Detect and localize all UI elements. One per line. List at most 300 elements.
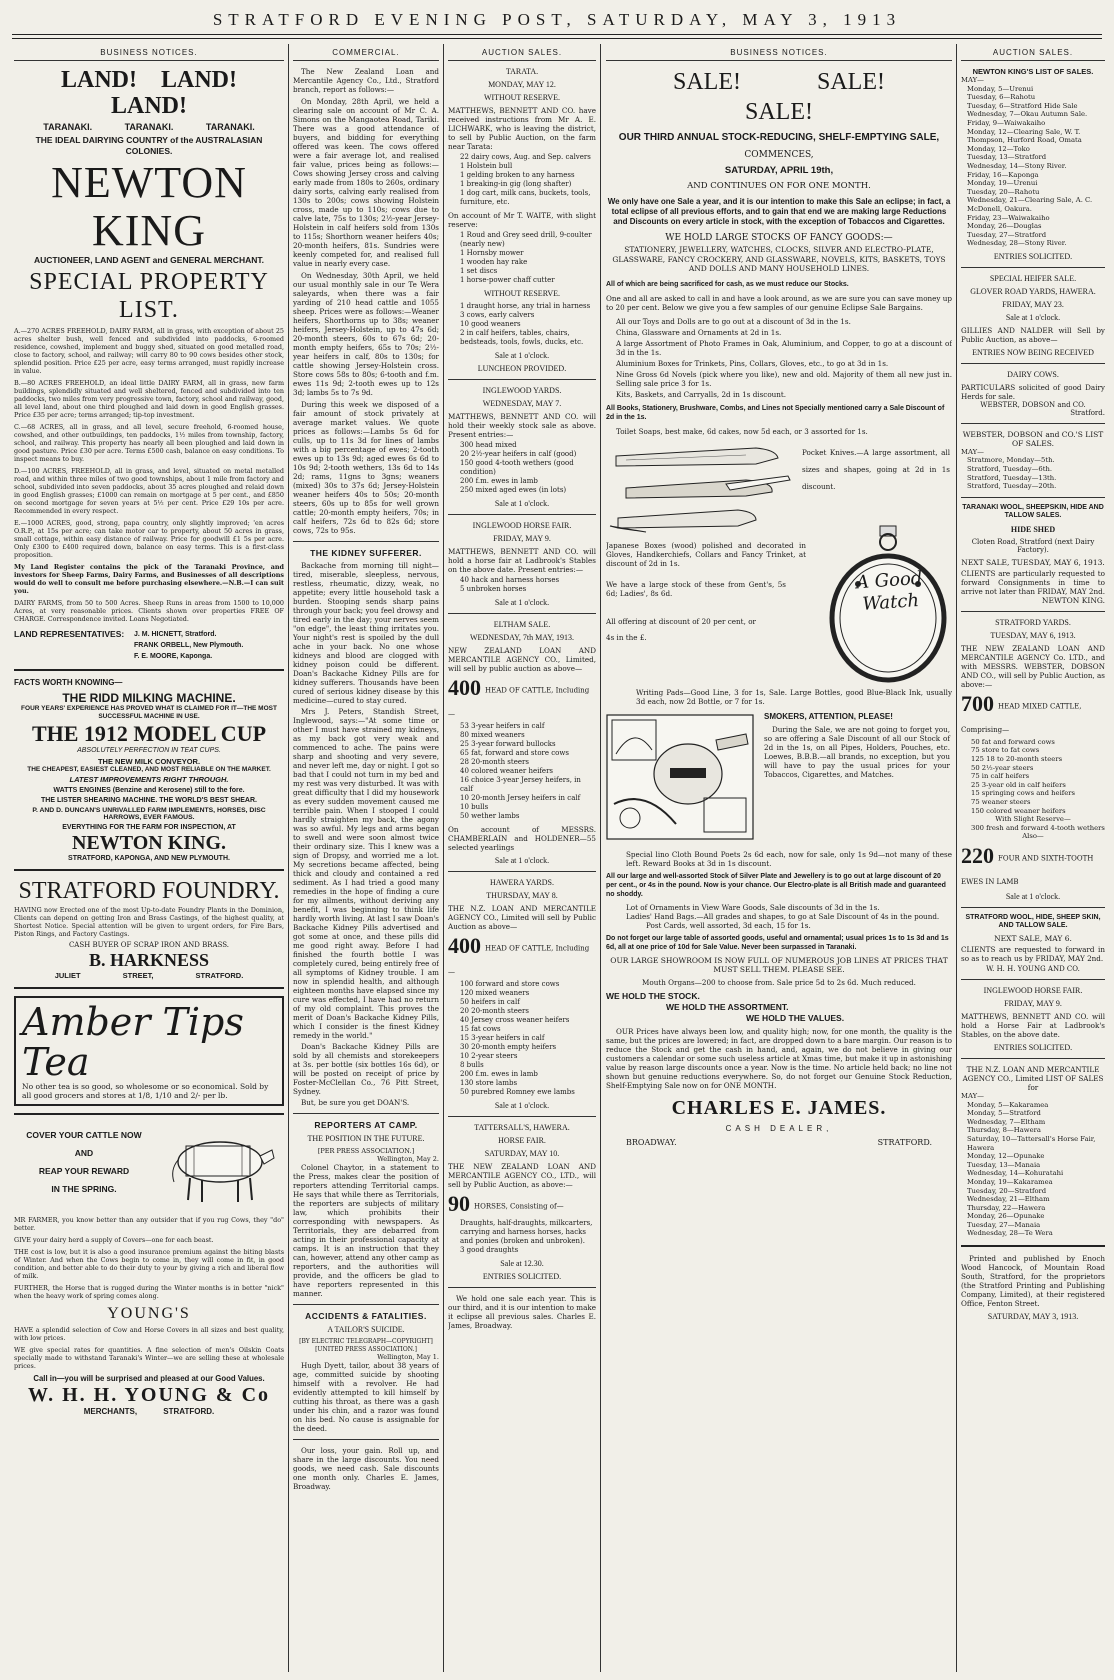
- hide-shed: HIDE SHED: [1010, 524, 1056, 534]
- cow-cover-illustration: [164, 1126, 276, 1206]
- list-item: 16 choice 3-year Jersey heifers, in calf: [460, 776, 581, 793]
- bargain-item: Nine Gross 6d Novels (pick where you like), new and old. Majority of them all new just in. Selling sale price 3 for 1s.: [616, 369, 952, 388]
- dairy-cows-signature: WEBSTER, DOBSON and CO.: [980, 400, 1086, 409]
- tarata-date: MONDAY, MAY 12.: [488, 80, 556, 89]
- kidney-paragraph: Mrs J. Peters, Standish Street, Inglewood, says:—"At some time or other I must have strained my kidneys, as my back got very weak and commenced to ache. The pains were sharp and shooting and very severe, and never left me, day or night. I got so bad that I could not turn in my bed and my rest was very disturbed. It was with great difficulty that I did my housework as every sudden movement caused me terrible pain. When I stooped I could hardly straighten my back, the agony was so awful. My legs and arms began to swell and were soon almost twice their ordinary size. This I knew was a sign of Dropsy, and worried me a lot. My secretions became affected, being thick and cloudy and contained a red sediment. As I had tried a good many remedies in the hope of finding a cure for my ailments, without deriving any benefit, I was beginning to think life hardly worth living. At last I saw Doan's Backache Kidney Pills advertised and got some at once, and these pills did me good right away. Before I had finished the fourth bottle I was completely cured, being entirely free of all symptoms of Kidney trouble. I am now in splendid health, and although eighteen months have elapsed since my cure was effected, I have had no return of my old complaint. This proves the merit of Doan's Backache Kidney Pills, which I consider is the finest Kidney remedy in the world.": [293, 707, 439, 1040]
- cover-heading-line: COVER YOUR CATTLE NOW: [26, 1130, 142, 1140]
- list-item: 10 bulls: [460, 803, 489, 811]
- column-james-sale-ad: [606, 48, 952, 1674]
- cattle-count-text: HEAD MIXED CATTLE, Comprising—: [961, 702, 1082, 734]
- tarata-list: [448, 153, 596, 207]
- bargain-item: China, Glassware and Ornaments at 2d in 1s.: [616, 327, 782, 337]
- dateline: Wellington, May 2.: [377, 1155, 439, 1163]
- horse-fair-heading: INGLEWOOD HORSE FAIR.: [472, 521, 572, 530]
- reporters-subheading: THE POSITION IN THE FUTURE.: [307, 1134, 425, 1143]
- column-header: BUSINESS NOTICES.: [606, 48, 952, 61]
- tattersalls-intro: THE NEW ZEALAND LOAN AND MERCANTILE AGENCY CO., LTD., will sell by Public Auction, as above:—: [448, 1162, 596, 1189]
- we-hold-line: WE HOLD THE STOCK.: [606, 990, 700, 1001]
- horse-count-text: HORSES, Consisting of—: [474, 1202, 564, 1211]
- kidney-paragraph: But, be sure you get DOAN'S.: [301, 1098, 410, 1107]
- wh-young-title: W. H. H. YOUNG & Co: [27, 1384, 271, 1406]
- property-item: A.—270 ACRES FREEHOLD, DAIRY FARM, all in grass, with exception of about 25 acres shelter bush, well fenced and subdivided into paddocks, 6-roomed residence, cowshed, implement and buggy shed, situated on good metalled road, close to factory, school, and railway; will carry 80 to 90 cows besides other stock, splendid position. Price £25 per acre, easy terms arranged, must rapidly increase in value.: [14, 327, 284, 375]
- newton-king-signature: NEWTON KING.: [1041, 595, 1105, 605]
- accidents-heading: ACCIDENTS & FATALITIES.: [305, 1311, 427, 1321]
- commercial-paragraph: The New Zealand Loan and Mercantile Agency Co., Ltd., Stratford branch, report as follows:—: [293, 67, 439, 94]
- column-separator: [443, 44, 444, 1672]
- ewes-count-text: FOUR AND SIXTH-TOOTH EWES IN LAMB: [961, 854, 1094, 886]
- sale-entry: Tuesday, 6—Rahotu: [967, 93, 1036, 102]
- list-item: 1 gelding broken to any harness: [460, 171, 575, 179]
- column-auction-sales: [448, 48, 596, 1674]
- list-item: 1 set discs: [460, 267, 498, 275]
- inglewood-yards-heading: INGLEWOOD YARDS.: [482, 386, 562, 395]
- sale-entry: Wednesday, 7—Okau Autumn Sale.: [967, 110, 1088, 119]
- taranaki-line: TARANAKI. TARANAKI. TARANAKI.: [43, 122, 255, 132]
- sale-entry: Monday, 5—Kakaramea: [967, 1100, 1049, 1109]
- sale-entry: Tuesday, 20—Stratford: [967, 1186, 1047, 1195]
- tattersalls-heading: TATTERSALL'S, HAWERA.: [474, 1123, 570, 1132]
- sale-entry: Thursday, 22—Hawera: [967, 1203, 1046, 1212]
- tailor-subheading: A TAILOR'S SUICIDE.: [327, 1325, 405, 1334]
- column-business-notices: [14, 48, 284, 1674]
- column-separator: [600, 44, 601, 1672]
- sale-entry: Wednesday, 14—Stony River.: [967, 161, 1067, 170]
- horse-fair-date: FRIDAY, MAY 9.: [493, 534, 551, 543]
- model-cup-heading: THE 1912 MODEL CUP: [31, 721, 267, 746]
- sale-entry: Stratford, Tuesday—13th.: [967, 473, 1057, 482]
- charles-james-name: CHARLES E. JAMES.: [671, 1096, 887, 1119]
- sale-entry: Monday, 12—Opunake: [967, 1152, 1045, 1161]
- property-item: E.—1000 ACRES, good, strong, papa country, only slightly improved; 'en acres O.R.P., at 15s per acre; can take motor car to property, about 50 acres in grass, small cottage, within easy distance of railway. Price for goodwill £1 5s per acre. Only £300 to £400 required down, balance on easy terms. This is a first-class proposition.: [14, 519, 284, 559]
- lino-books: Special lino Cloth Bound Poets 2s 6d each, now for sale, only 1s 9d—not many of these left. Reward Books at 3d in 1s discount.: [626, 849, 952, 868]
- horse-count: 90: [448, 1191, 470, 1216]
- dairy-cows-heading: DAIRY COWS.: [1007, 369, 1059, 379]
- column-separator: [288, 44, 289, 1672]
- sale-entry: Friday, 23—Waiwakaiho: [967, 213, 1050, 222]
- cover-cattle-block: [14, 1122, 284, 1214]
- list-item: 10 2-year steers: [460, 1052, 518, 1060]
- list-item: 100 forward and store cows: [460, 980, 560, 988]
- list-item: 30 20-month empty heifers: [460, 1043, 557, 1051]
- lister-line: THE LISTER SHEARING MACHINE. THE WORLD'S BEST SHEAR.: [41, 797, 257, 804]
- sale-entry: Wednesday, 7—Eltham: [967, 1117, 1046, 1126]
- stratford-yards-intro: THE NEW ZEALAND LOAN AND MERCANTILE AGENCY Co. LTD., and with MESSRS. WEBSTER, DOBSON AND CO., will sell by Public Auction, as above:—: [961, 643, 1105, 689]
- smokers-illustration: [606, 714, 754, 840]
- sale-entry: Monday, 12—Clearing Sale, W. T. Thompson, Hurford Road, Omata: [967, 127, 1082, 145]
- column-header: COMMERCIAL.: [293, 48, 439, 61]
- broadway: BROADWAY.: [626, 1137, 677, 1147]
- kidney-paragraph: Backache from morning till night—tired, miserable, sleepless, nervous, restless, rheumatic, dizzy, weak, no appetite; every little household task a burden. Stooping sends sharp pains through your back; you feel drowsy and tired early in the day; your nerves seem "on edge", the least thing irritates you. Your night's rest is spoiled by the dull ache in your back. No one whose kidneys and blood are clogged with kidney poison could be different. Doan's Backache Kidney Pills are for kidney sufferers. Thousands have been cured of serious kidney disease by this medicine—cured to stay cured.: [293, 561, 439, 705]
- list-item: 150 good 4-tooth wethers (good condition): [460, 459, 574, 476]
- bargain-item: A large Assortment of Photo Frames in Oak, Aluminium, and Copper, to go at a discount of 3d in the 1s.: [616, 338, 952, 357]
- list-item: 20 20-month steers: [460, 1007, 529, 1015]
- sale-entry: Monday, 26—Opunake: [967, 1212, 1045, 1221]
- property-item: B.—80 ACRES FREEHOLD, an ideal little DAIRY FARM, all in grass, new farm buildings, splendidly situated and well sheltered, fenced and subdivided into ten paddocks, two miles from very progressive town, factory, school and railway, good, all level land, about one third ploughed and laid down in good English grasses. Price £35 per acre; terms arranged; tip-top investment.: [14, 379, 284, 419]
- clients-notice: CLIENTS are particularly requested to forward Consignments in time to arrive not later than FRIDAY, MAY 2nd.: [961, 568, 1105, 596]
- list-item: 53 3-year heifers in calf: [460, 722, 545, 730]
- column-header: AUCTION SALES.: [961, 48, 1105, 61]
- sale-entry: Wednesday, 21—Clearing Sale, A. C. McDonell, Oakura.: [967, 196, 1093, 213]
- list-item: 28 20-month steers: [460, 758, 529, 766]
- watch-discount: All offering at discount of 20 per cent, or 4s in the £.: [606, 616, 756, 642]
- property-item: C.—68 ACRES, all in grass, and all level, secure freehold, 6-roomed house, cowshed, and other outbuildings, ten paddocks, 1½ miles from township, factory, school, and railway. This property has nearly all been ploughed and laid down in good pasture. Price £30 per acre. Terms £500 cash, balance on easy conditions. To inspect means to buy.: [14, 423, 284, 463]
- list-item: 75 store to fat cows: [971, 746, 1040, 755]
- land-representatives: [14, 629, 284, 662]
- eltham-heading: ELTHAM SALE.: [493, 620, 551, 629]
- list-item: 1 wooden hay rake: [460, 258, 528, 266]
- newton-king-towns: STRATFORD, KAPONGA, AND NEW PLYMOUTH.: [68, 855, 230, 862]
- showroom-line: OUR LARGE SHOWROOM IS NOW FULL OF NUMEROUS JOB LINES AT PRICES THAT MUST SELL THEM. PLEASE SEE.: [610, 955, 948, 974]
- bargain-item: Kits, Baskets, and Carryalls, 2d in 1s discount.: [616, 389, 787, 399]
- land-banner: LAND! LAND! LAND!: [61, 67, 237, 119]
- cash-dealer: CASH DEALER,: [725, 1123, 833, 1133]
- commercial-paragraph: On Wednesday, 30th April, we held our usual monthly sale in our Te Wera saleyards, when there was a fair yarding of 210 head cattle and 1055 sheep. Prices were as follows:—Weaner heifers, Shorthorns up to 38s; weaner heifers, Jersey-Holstein, up to 47s 6d; 20-month steers, 60s to 67s 6d; 20-month empty heifers, 65s to 70s; 2½-year heifers in calf, 80s to 130s; for cattle showing Jersey-Holstein cross. Store cows 58s to 80s; 6-tooth and f.m. ewes 11s 9d; 2-tooth ewes up to 12s 3d; lambs 5s to 7s 9d.: [293, 271, 439, 397]
- press-association: [PER PRESS ASSOCIATION.]: [317, 1147, 415, 1155]
- list-item: 25 3-year forward bullocks: [460, 740, 556, 748]
- nk-sales-heading: NEWTON KING'S LIST OF SALES.: [972, 67, 1094, 76]
- month-label: MAY—: [961, 76, 984, 84]
- gillies-text: GILLIES AND NALDER will Sell by Public Auction, as above—: [961, 325, 1105, 344]
- invite-text: One and all are asked to call in and have a look around, as we are sure you can save money up to 20 per cent. Below we give you a few samples of our genuine Eclipse Sale Bargains.: [606, 293, 952, 312]
- ridd-heading: THE RIDD MILKING MACHINE.: [62, 691, 236, 705]
- continues-line: AND CONTINUES ON FOR ONE MONTH.: [687, 181, 871, 191]
- tattersalls-date: SATURDAY, MAY 10.: [484, 1149, 560, 1158]
- eltham-intro: NEW ZEALAND LOAN AND MERCANTILE AGENCY CO., Limited, will sell by public auction as above—: [448, 646, 596, 673]
- commercial-paragraph: On Monday, 28th April, we held a clearing sale on account of Mr C. A. Simons on the Mangaotea Road, Tariki. There was a good attendance of buyers, and bidding for everything offered was keen. The cows offered were a fair average lot, and realised fair value, prices being as follows:—Cows showing Jersey cross and calving early made from 180s to 260s, ordinary dairy sorts, calving early realised from 130s to 200s; cows showing Holstein cross, made up to 110s; cows due to calve late, 75s to 130s; 2½-year Jersey-Holstein in calf heifers sold from 130s to 115s; Shorthorn weaner heifers 40s; 20-month heifers, 81s. Sundries were keenly competed for, and realised full value in nearly every case.: [293, 97, 439, 268]
- japanese-boxes: Japanese Boxes (wood) polished and decorated in Gloves, Handkerchiefs, Collars and Fancy Trinket, at discount of 2d in 1s.: [606, 540, 806, 568]
- sale-entry: Wednesday, 28—Stony River.: [967, 239, 1067, 248]
- list-item: 22 dairy cows, Aug. and Sep. calvers: [460, 153, 591, 161]
- sale-time: Sale at 1 o'clock.: [494, 598, 550, 607]
- dairy-cows-place: Stratford.: [1070, 408, 1105, 417]
- entries-solicited: ENTRIES SOLICITED.: [482, 1272, 562, 1281]
- sale-entry: Monday, 19—Urenui: [967, 179, 1038, 188]
- column-header: BUSINESS NOTICES.: [14, 48, 284, 61]
- commercial-paragraph: During this week we disposed of a fair amount of stock privately at average market values. We quote prices as follows:—Lambs 5s 6d for culls, up to 11s 3d for lines of lambs with a big percentage of ewes; 2-tooth ewes up to 13s 9d; aged ewes 6s 6d to 10s 9d; 2-tooth wethers, 13s 6d to 14s 2d; rams, 11gns to 3gns; weaners (mixed) 30s to 37s 6d; Jersey-Holstein weaner heifers 40s to 50s; 20-month steers, 60s up to 85s for well grown cattle; 20-month empty heifers, 70s; in calf heifers, 72s 6d to 82s 6d; store cows, 72s to 95s.: [293, 400, 439, 535]
- month-label: MAY—: [961, 447, 984, 456]
- list-item: 250 mixed aged ewes (in lots): [460, 486, 567, 494]
- property-item: D.—100 ACRES, FREEHOLD, all in grass, and level, situated on metal metalled road, and within three miles of two good townships, about 1 mile from factory and school, subdivided into seven paddocks, about 35 acres ploughed and relaid down in good English grasses; £1000 can remain on mortgage at 5 per cent., and £850 on second mortgage for seven years at 5½ per cent. Price £29 10s per acre. Recommended in every respect.: [14, 467, 284, 515]
- list-item: 10 20-month Jersey heifers in calf: [460, 794, 581, 802]
- horse-fair-intro: MATTHEWS, BENNETT AND CO. will hold a horse fair at Ladbrook's Stables on the above date. Present entries:—: [448, 547, 596, 574]
- stratford: STRATFORD.: [877, 1137, 932, 1147]
- ewes-count: 220: [961, 842, 994, 868]
- foundry-title: STRATFORD FOUNDRY.: [18, 878, 280, 904]
- ideal-country-line: THE IDEAL DAIRYING COUNTRY of the AUSTRALASIAN COLONIES.: [35, 135, 263, 156]
- harkness-address: JULIET STREET, STRATFORD.: [54, 971, 244, 980]
- heifer-sale-date: FRIDAY, MAY 23.: [1002, 299, 1064, 309]
- sale-time: Sale at 1 o'clock.: [1005, 312, 1061, 322]
- writing-pads: Writing Pads—Good Line, 3 for 1s, Sale. Large Bottles, good Blue-Black Ink, usually 3d each, now 2d Bottle, or 7 for 1s.: [636, 687, 952, 706]
- dairy-cows-text: PARTICULARS solicited of good Dairy Herds for sale.: [961, 382, 1105, 401]
- stratford-yards-list: [961, 738, 1105, 815]
- sale-entry: Wednesday, 28—Te Wera: [967, 1229, 1053, 1238]
- we-hold-line: WE HOLD THE ASSORTMENT.: [666, 1001, 789, 1012]
- inglewood-horse-fair-date: FRIDAY, MAY 9.: [1004, 998, 1062, 1008]
- eltham-account: On account of MESSRS. CHAMBERLAIN and HOLDENER—55 selected yearlings: [448, 825, 596, 852]
- without-reserve-list: [448, 302, 596, 347]
- sale-time: Sale at 1 o'clock.: [494, 1101, 550, 1110]
- facts-heading: FACTS WORTH KNOWING—: [14, 678, 123, 687]
- kidney-paragraph: Doan's Backache Kidney Pills are sold by all chemists and storekeepers at 3s. per bottle (six bottles 16s 6d), or will be posted on receipt of price by Foster-McClellan Co., 76 Pitt Street, Sydney.: [293, 1042, 439, 1096]
- sale-entry: Friday, 9—Waiwakaiho: [967, 118, 1046, 127]
- sale-entry: Monday, 12—Toko: [967, 144, 1030, 153]
- james-small-ad: We hold one sale each year. This is our third, and it is our intention to make it eclipse all previous sales. Charles E. James, Broadway.: [448, 1294, 596, 1330]
- list-item: 1 horse-power chaff cutter: [460, 276, 555, 284]
- cover-paragraph: MR FARMER, you know better than any outsider that if you rug Cows, they "do" better.: [14, 1216, 284, 1232]
- sale-entry: Monday, 19—Kakaramea: [967, 1177, 1053, 1186]
- we-hold-block: [606, 991, 952, 1024]
- list-item: 15 fat cows: [460, 1025, 501, 1033]
- call-in-line: Call in—you will be surprised and pleased at our Good Values.: [33, 1374, 265, 1383]
- list-item: 300 fresh and forward 4-tooth wethers: [971, 823, 1105, 832]
- sale-entry: Wednesday, 21—Eltham: [967, 1195, 1050, 1204]
- tarata-heading: TARATA.: [505, 67, 539, 76]
- merchants-line: MERCHANTS, STRATFORD.: [83, 1407, 215, 1416]
- harkness-name: B. HARKNESS: [88, 950, 210, 970]
- watts-line: WATTS ENGINES (Benzine and Kerosene) still to the fore.: [53, 787, 245, 794]
- inglewood-horse-fair-heading: INGLEWOOD HORSE FAIR.: [983, 985, 1083, 995]
- list-item: 50 wether lambs: [460, 812, 520, 820]
- kidney-heading: THE KIDNEY SUFFERER.: [310, 548, 422, 558]
- tarata-intro: MATTHEWS, BENNETT AND CO. have received instructions from Mr A. E. LICHWARK, who is leaving the district, to sell by Public Auction, on the farm near Tarata:: [448, 106, 596, 151]
- list-item: 1 Roud and Grey seed drill, 9-coulter (nearly new): [460, 231, 592, 248]
- imprint: Printed and published by Enoch Wood Hancock, of Mountain Road South, Stratford, for the proprietors (the Stratford Printing and Publishing Company, Limited), at their registered Office, Fenton Street.: [961, 1254, 1105, 1309]
- masthead-rule: [12, 34, 1102, 35]
- bargain-list: [606, 317, 952, 399]
- inglewood-yards-date: WEDNESDAY, MAY 7.: [482, 399, 562, 408]
- intent-text: We only have one Sale a year, and it is our intention to make this Sale an eclipse; in fact, a total eclipse of all previous efforts, and to gain that end we are making large Reductions and Discounts on every article in stock, with the exception of Tobaccos and Cigarettes.: [607, 197, 951, 226]
- smokers-text: During the Sale, we are not going to forget you, so are offering a Sale Discount of all our Stock of 2d in the 1s, on all Pipes, Holders, Pouches, etc. Loewes, B.B.B.—all brands, no exception, but you will have to pay the usual prices for your Tobaccos, Cigarettes, and Matches.: [764, 724, 950, 779]
- reporters-heading: REPORTERS AT CAMP.: [314, 1120, 418, 1130]
- column-commercial: [293, 48, 439, 1674]
- ridd-sub: FOUR YEARS' EXPERIENCE HAS PROVED WHAT IS CLAIMED FOR IT—THE MOST SUCCESSFUL MACHINE IN USE.: [21, 705, 277, 720]
- column-auction-sales-2: [961, 48, 1105, 1674]
- slight-reserve: With Slight Reserve—: [995, 815, 1071, 824]
- eltham-head-text: HEAD OF CATTLE, Including—: [448, 686, 590, 718]
- sale-entry: Stratmore, Monday—5th.: [967, 456, 1055, 465]
- land-reps-label: LAND REPRESENTATIVES:: [14, 629, 125, 639]
- forget-line: Do not forget our large table of assorted goods, useful and ornamental; usual prices 1s to 1s 3d and 1s 6d, all at one price of 10d for Sale Value. Never been surpassed in Taranaki.: [606, 934, 949, 951]
- sale-banner: SALE! SALE! SALE!: [673, 69, 885, 125]
- sale-entry: Tuesday, 13—Stratford: [967, 153, 1047, 162]
- list-item: 40 Jersey cross weaner heifers: [460, 1016, 570, 1024]
- knives-text: Pocket Knives.—A large assortment, all sizes and shapes, going at 2d in 1s discount.: [802, 447, 950, 491]
- rep-name: F. E. MOORE, Kaponga.: [134, 653, 213, 660]
- sale-entry: Tuesday, 6—Stratford Hide Sale: [967, 101, 1078, 110]
- youngs-paragraph: WE give special rates for quantities. A fine selection of men's Oilskin Coats specially made to withstand Taranaki's Winter—we are selling these at wholesale prices.: [14, 1346, 284, 1370]
- newton-king-title: NEWTON KING: [51, 158, 247, 255]
- hawera-intro: THE N.Z. LOAN AND MERCANTILE AGENCY CO., Limited will sell by Public Auction as above—: [448, 904, 596, 931]
- cover-heading-line: REAP YOUR REWARD: [38, 1166, 130, 1176]
- good-watch-label: A Good Watch: [855, 567, 923, 615]
- property-list: [14, 327, 284, 559]
- sale-entry: Monday, 5—Stratford: [967, 1109, 1041, 1118]
- list-item: 1 dog cart, milk cans, buckets, tools, furniture, etc.: [460, 189, 591, 206]
- nz-loan-sales-heading: THE N.Z. LOAN AND MERCANTILE AGENCY CO., Limited LIST OF SALES for: [962, 1064, 1104, 1092]
- waite-list: [448, 231, 596, 285]
- list-item: 50 purebred Romney ewe lambs: [460, 1088, 575, 1096]
- saturday-line: SATURDAY, APRIL 19th,: [724, 165, 834, 176]
- list-item: Draughts, half-draughts, milkcarters, carrying and harness horses, hacks and ponies (broken and unbroken).: [460, 1219, 593, 1245]
- soaps-line: Toilet Soaps, best make, 6d cakes, now 5d each, or 3 assorted for 1s.: [616, 426, 868, 436]
- stratford-yards-heading: STRATFORD YARDS.: [995, 617, 1071, 627]
- cover-paragraph: GIVE your dairy herd a supply of Covers—one for each beast.: [14, 1236, 214, 1244]
- dateline: Wellington, May 1.: [377, 1353, 439, 1361]
- amber-tips-text: No other tea is so good, so wholesome or so economical. Sold by all good grocers and stores at 1/8, 1/10 and 2/- per lb.: [22, 1082, 269, 1100]
- sale-time: Sale at 12.30.: [500, 1259, 544, 1268]
- list-item: 125 18 to 20-month steers: [971, 755, 1063, 764]
- cheapest-line: THE CHEAPEST, EASIEST CLEANED, AND MOST RELIABLE ON THE MARKET.: [27, 766, 271, 773]
- wool-sale-2-heading: STRATFORD WOOL, HIDE, SHEEP SKIN, AND TALLOW SALE.: [965, 913, 1101, 930]
- james-address: [606, 1138, 952, 1147]
- nk-sales-list: [961, 85, 1105, 248]
- sale-entry: Friday, 16—Kaponga: [967, 170, 1039, 179]
- amber-tips-logo: Amber Tips Tea: [22, 1000, 244, 1084]
- inglewood-list: [448, 441, 596, 495]
- tailor-text: Hugh Dyett, tailor, about 38 years of age, committed suicide by shooting himself with a revolver. He had evidently attempted to kill himself by cutting his throat, as there was a gash under his chin, and a razor was found on his bed. No cause is assignable for the deed.: [293, 1361, 439, 1433]
- fancy-goods-list: STATIONERY, JEWELLERY, WATCHES, CLOCKS, SILVER AND ELECTRO-PLATE, GLASSWARE, FANCY CROCKERY, AND GLASSWARE, NOVELS, KITS, BASKETS, TOYS AND DOLLS AND MANY HOUSEHOLD LINES.: [612, 245, 946, 273]
- fancy-goods-heading: WE HOLD LARGE STOCKS OF FANCY GOODS:—: [665, 233, 893, 243]
- reporters-text: Colonel Chaytor, in a statement to the Press, makes clear the position of reporters attending Territorial camps. He says that while there as Territorials, the reporters are subjects of military law, which prohibits their corresponding with newspapers. As Territorials, they are debarred from acting in their professional capacity at camps. It is an instruction that they can, however, attend any other camp as reporters, and the authorities will provide, and the officers be glad to have reporters represented in this manner.: [293, 1163, 439, 1298]
- eltham-list: [448, 722, 596, 821]
- masthead-rule-2: [12, 38, 1102, 39]
- foundry-text: HAVING now Erected one of the most Up-to-date Foundry Plants in the Dominion, Clients can depend on getting Iron and Brass Castings, of the highest quality, at Shortest Notice. Special attention will be given to urgent orders, for Fire Bars, Piston Rings, and Factory Castings.: [14, 906, 284, 938]
- list-item: 50 2½-year steers: [971, 763, 1034, 772]
- tarata-sub: WITHOUT RESERVE.: [483, 93, 561, 102]
- eltham-date: WEDNESDAY, 7th MAY, 1913.: [469, 633, 575, 642]
- wool-sales-heading: TARANAKI WOOL, SHEEPSKIN, HIDE AND TALLOW SALES.: [962, 503, 1104, 520]
- inglewood-horse-fair-text: MATTHEWS, BENNETT AND CO. will hold a Horse Fair at Ladbrook's Stables, on the above date.: [961, 1011, 1105, 1039]
- list-item: 1 Holstein bull: [460, 162, 513, 170]
- list-item: 200 f.m. ewes in lamb: [460, 477, 538, 485]
- prices-text: OUR Prices have always been low, and quality high; now, for one month, the quality is the same, but the prices are lowered; in fact, are dropped down to a bare margin. Our reason is to reduce the Stock and get the cash in hand, and, again, we do not believe in giving our customers a calendar or some such useless article at Xmas time, but make it up in astonishing value by reason large discounts once a year. Now is the time. No article held back; no line not shown but genuine reductions everywhere. So, do not forget our Genuine Stock Reduction, Shelf-Emptying Sale now on for ONE MONTH.: [606, 1026, 952, 1090]
- eltham-head-count: 400: [448, 675, 481, 700]
- bargain-item: Aluminium Boxes for Trinkets, Pins, Collars, Gloves, etc., to go at 3d in 1s.: [616, 358, 889, 368]
- cattle-count: 700: [961, 690, 994, 716]
- watch-block: [606, 567, 952, 684]
- rep-name: J. M. HICNETT, Stratford.: [134, 631, 217, 638]
- list-item: 25 3-year old in calf heifers: [971, 780, 1066, 789]
- list-item: 65 fat, forward and store cows: [460, 749, 569, 757]
- without-reserve: WITHOUT RESERVE.: [483, 289, 561, 298]
- sale-entry: Saturday, 10—Tattersall's Horse Fair, Hawera: [967, 1134, 1096, 1152]
- milk-conveyor: THE NEW MILK CONVEYOR.: [97, 757, 201, 766]
- newton-king-signature: NEWTON KING.: [71, 832, 227, 854]
- third-annual-sale: OUR THIRD ANNUAL STOCK-REDUCING, SHELF-EMPTYING SALE,: [618, 132, 940, 143]
- list-item: 300 head mixed: [460, 441, 517, 449]
- model-cup-sub: ABSOLUTELY PERFECTION IN TEAT CUPS.: [77, 747, 221, 754]
- list-item: 15 springing cows and heifers: [971, 789, 1076, 798]
- sale-entry: Wednesday, 14—Kohuratahi: [967, 1169, 1064, 1178]
- we-hold-line: WE HOLD THE VALUES.: [746, 1012, 845, 1023]
- wh-young-signature: W. H. H. YOUNG AND CO.: [986, 964, 1080, 973]
- handbags-line: Ladies' Hand Bags.—All grades and shapes, to go at Sale Discount of 4s in the pound.: [626, 911, 940, 921]
- tattersalls-list: [448, 1219, 596, 1255]
- list-item: 40 hack and harness horses: [460, 576, 560, 584]
- cover-heading-line: IN THE SPRING.: [51, 1184, 117, 1194]
- list-item: 40 colored weaner heifers: [460, 767, 554, 775]
- dairy-farms-text: DAIRY FARMS, from 50 to 500 Acres. Sheep Runs in areas from 1500 to 10,000 Acres, at very reasonable prices. Clients shown over properties FREE OF CHARGE. Correspondence invited. Loans Negotiated.: [14, 599, 284, 623]
- list-item: 1 breaking-in gig (long shafter): [460, 180, 572, 188]
- sacrificed-line: All of which are being sacrificed for cash, as we must reduce our Stocks.: [606, 280, 849, 288]
- mouth-organs: Mouth Organs—200 to choose from. Sale price 5d to 2s 6d. Much reduced.: [642, 977, 916, 987]
- list-item: 1 Hornsby mower: [460, 249, 524, 257]
- hawera-list: [448, 980, 596, 1097]
- land-register-text: My Land Register contains the pick of the Taranaki Province, and investors for Sheep Farms, Dairy Farms, and Businesses of all descriptions would do well to consult me before purchasing elsewhere.—N.B.—I can suit you.: [14, 563, 284, 595]
- hawera-heading: HAWERA YARDS.: [490, 878, 554, 887]
- list-item: 75 in calf heifers: [971, 772, 1030, 781]
- also-label: Also—: [1022, 832, 1044, 841]
- list-item: 15 3-year heifers in calf: [460, 1034, 545, 1042]
- month-label: MAY—: [961, 1091, 984, 1100]
- special-list-title: SPECIAL PROPERTY LIST.: [29, 269, 269, 323]
- nz-loan-sales-list: [961, 1101, 1105, 1239]
- youngs-title: YOUNG'S: [107, 1305, 191, 1322]
- list-item: 150 colored weaner heifers: [971, 806, 1066, 815]
- list-item: 200 f.m. ewes in lamb: [460, 1070, 538, 1078]
- luncheon: LUNCHEON PROVIDED.: [477, 364, 567, 373]
- tattersalls-sub: HORSE FAIR.: [498, 1136, 546, 1145]
- list-item: 2 in calf heifers, tables, chairs, bedsteads, tools, fowls, ducks, etc.: [460, 329, 584, 346]
- ornaments-line: Lot of Ornaments in View Ware Goods, Sale discounts of 3d in the 1s.: [626, 902, 880, 912]
- sale-entry: Stratford, Tuesday—20th.: [967, 482, 1057, 491]
- sale-entry: Tuesday, 13—Manaia: [967, 1160, 1041, 1169]
- sale-time: Sale at 1 o'clock.: [494, 499, 550, 508]
- cover-heading-line: AND: [74, 1148, 94, 1158]
- commences-line: COMMENCES,: [744, 150, 814, 160]
- rep-name: FRANK ORBELL, New Plymouth.: [134, 642, 244, 649]
- entries-received: ENTRIES NOW BEING RECEIVED: [972, 347, 1094, 357]
- webster-sales-heading: WEBSTER, DOBSON and CO.'S LIST OF SALES.: [962, 429, 1104, 448]
- cover-paragraph: FURTHER, the Horse that is rugged during the Winter months is in better "nick" when the heavy work of spring comes along.: [14, 1284, 284, 1300]
- entries-solicited: ENTRIES SOLICITED.: [993, 251, 1073, 261]
- sale-entry: Tuesday, 27—Manaia: [967, 1220, 1041, 1229]
- duncan-line: P. AND D. DUNCAN'S UNRIVALLED FARM IMPLEMENTS, HORSES, DISC HARROWS, EVER FAMOUS.: [32, 807, 266, 821]
- horse-fair-list: [448, 576, 596, 594]
- list-item: 5 unbroken horses: [460, 585, 527, 593]
- latest-line: LATEST IMPROVEMENTS RIGHT THROUGH.: [69, 775, 229, 784]
- stratford-yards-date: TUESDAY, MAY 6, 1913.: [990, 630, 1076, 640]
- telegraph-line: [BY ELECTRIC TELEGRAPH—COPYRIGHT] [UNITED PRESS ASSOCIATION.]: [299, 1338, 433, 1353]
- list-item: 1 draught horse, any trial in harness: [460, 302, 591, 310]
- list-item: 3 good draughts: [460, 1246, 519, 1254]
- hawera-head-count: 400: [448, 933, 481, 958]
- list-item: 80 mixed weaners: [460, 731, 525, 739]
- heifer-sale-place: GLOVER ROAD YARDS, HAWERA.: [970, 286, 1096, 296]
- waite-intro: On account of Mr T. WAITE, with slight reserve:: [448, 211, 596, 229]
- list-item: 120 mixed weaners: [460, 989, 530, 997]
- hawera-head-text: HEAD OF CATTLE, Including—: [448, 944, 590, 976]
- watches-text: We have a large stock of these from Gent's, 5s 6d; Ladies', 8s 6d.: [606, 579, 786, 598]
- james-small-ad: Our loss, your gain. Roll up, and share in the large discounts. You need goods, we need cash. Sale discounts one month only. Charles E. James, Broadway.: [293, 1446, 439, 1491]
- list-item: 130 store lambs: [460, 1079, 518, 1087]
- inglewood-yards-intro: MATTHEWS, BENNETT AND CO. will hold their weekly stock sale as above. Present entries:—: [448, 412, 596, 439]
- list-item: 75 weaner steers: [971, 798, 1031, 806]
- list-item: 8 bulls: [460, 1061, 484, 1069]
- scrap-line: CASH BUYER OF SCRAP IRON AND BRASS.: [68, 941, 230, 949]
- pocket-knives-illustration: [606, 440, 796, 536]
- list-item: 3 cows, early calvers: [460, 311, 535, 319]
- next-sale-2: NEXT SALE, MAY 6.: [994, 933, 1072, 943]
- list-item: 10 good weaners: [460, 320, 521, 328]
- sale-entry: Thursday, 8—Hawera: [967, 1126, 1041, 1135]
- sale-entry: Tuesday, 20—Rahotu: [967, 187, 1040, 196]
- sale-time: Sale at 1 o'clock.: [1005, 891, 1061, 901]
- silver-plate: All our large and well-assorted Stock of Silver Plate and Jewellery is to go out at large discount of 20 per cent., or 4s in the pound. Now is your chance. Our Electro-plate is all British made and guaranteed no shoddy.: [606, 872, 946, 898]
- entries-solicited: ENTRIES SOLICITED.: [993, 1042, 1073, 1052]
- hide-shed-address: Cloten Road, Stratford (next Dairy Factory).: [971, 537, 1095, 555]
